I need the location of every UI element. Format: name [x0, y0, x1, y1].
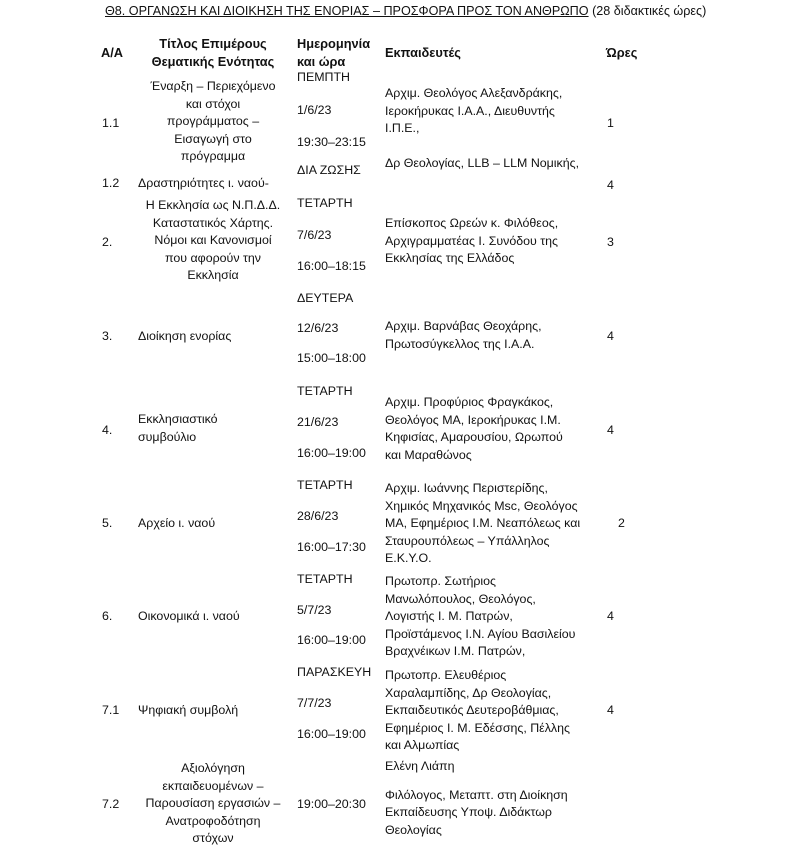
header-unit-line: Θεματικής Ενότητας	[151, 54, 275, 69]
row-trainers	[385, 394, 605, 464]
header-trainers: Εκπαιδευτές	[385, 45, 461, 60]
row-hours: 4	[607, 329, 614, 343]
row-trainer-line: Κηφισίας, Αμαρουσίου, Ωρωπού	[385, 430, 563, 444]
row-aa: 5.	[102, 516, 113, 530]
row-date-date: 12/6/23	[297, 321, 339, 335]
row-hours: 2	[618, 516, 625, 530]
row-trainer-line: ΜΑ, Εφημέριος Ι.Μ. Νεαπόλεως και	[385, 516, 581, 530]
row-unit-line: Αξιολόγηση	[181, 761, 245, 775]
row-trainer-line: Μανωλόπουλος, Θεολόγος,	[385, 591, 536, 606]
row-trainer-line: Αρχιμ. Ιωάννης Περιστερίδης,	[385, 481, 548, 495]
row-trainer-line: Πρωτοπρ. Ελευθέριος	[385, 668, 507, 682]
row-unit	[129, 760, 297, 848]
row-unit: Δραστηριότητες ι. ναού-	[138, 176, 269, 190]
row-aa: 7.2	[102, 797, 120, 811]
row-date-time: 16:00–19:00	[297, 633, 366, 647]
row-date-day: ΠΑΡΑΣΚΕΥΗ	[297, 665, 372, 679]
row-date-time: 19:30–23:15	[297, 135, 366, 149]
row-unit-line: Ανατροφοδότηση	[165, 813, 261, 828]
row-unit	[138, 411, 298, 446]
row-unit: Ψηφιακή συμβολή	[138, 703, 239, 717]
row-unit-line: Η Εκκλησία ως Ν.Π.Δ.Δ.	[145, 198, 281, 212]
row-trainer-line: Θεολόγος ΜΑ, Ιεροκήρυκας Ι.Μ.	[385, 412, 561, 427]
row-hours: 4	[607, 609, 614, 623]
row-trainer-line: Ε.Κ.Υ.Ο.	[385, 551, 432, 565]
row-date-time: 15:00–18:00	[297, 351, 366, 365]
row-trainer-line: Λογιστής Ι. Μ. Πατρών,	[385, 609, 513, 623]
header-date-line: Ημερομηνία	[297, 36, 371, 51]
row-trainer-line: Πρωτοπρ. Σωτήριος	[385, 574, 497, 588]
row-trainers	[385, 215, 605, 268]
row-date-date: 7/6/23	[297, 228, 332, 242]
section-title-hours: (28 διδακτικές ώρες)	[592, 4, 707, 18]
row-date-time: 16:00–19:00	[297, 727, 366, 741]
row-hours: 4	[607, 703, 614, 717]
row-trainer-line: Βραχνέικων Ι.Μ. Πατρών,	[385, 644, 526, 658]
row-aa: 3.	[102, 329, 113, 343]
row-trainer-line: και Μαραθώνος	[385, 447, 472, 462]
row-trainer-line	[385, 776, 613, 787]
row-unit	[129, 78, 297, 166]
row-date-day: ΤΕΤΑΡΤΗ	[297, 196, 353, 210]
row-trainers	[385, 573, 613, 661]
row-unit-line: προγράμματος –	[166, 114, 260, 128]
row-trainer-line	[385, 138, 605, 156]
row-date-time: 19:00–20:30	[297, 797, 366, 811]
row-date-date: 5/7/23	[297, 603, 332, 617]
row-aa: 1.2	[102, 176, 120, 190]
row-trainers	[385, 667, 613, 755]
row-trainer-line: και Αλμωπίας	[385, 738, 460, 752]
row-date-date: 1/6/23	[297, 103, 332, 117]
row-unit-line: Εισαγωγή στο	[174, 131, 252, 146]
row-date-time: 16:00–18:15	[297, 259, 366, 273]
row-trainers	[385, 85, 605, 173]
row-trainers	[385, 480, 613, 568]
row-aa: 1.1	[102, 116, 120, 130]
header-date	[297, 35, 370, 71]
row-trainer-line: Φιλόλογος, Μεταπτ. στη Διοίκηση	[385, 787, 568, 802]
row-date-day: ΤΕΤΑΡΤΗ	[297, 478, 353, 492]
section-title	[105, 4, 795, 18]
row-date-day: ΠΕΜΠΤΗ	[297, 70, 350, 84]
row-unit-line: Έναρξη – Περιεχόμενο	[150, 79, 276, 93]
row-date-date: 21/6/23	[297, 415, 339, 429]
row-trainer-line: Εκκλησίας της Ελλάδος	[385, 251, 515, 265]
row-aa: 2.	[102, 235, 113, 249]
row-unit-line: Νόμοι και Κανονισμοί	[154, 233, 272, 247]
row-trainer-line: Χημικός Μηχανικός Msc, Θεολόγος	[385, 498, 578, 513]
row-date-day: ΤΕΤΑΡΤΗ	[297, 572, 353, 586]
row-trainer-line: Εφημέριος Ι. Μ. Εδέσσης, Πέλλης	[385, 720, 570, 735]
row-aa: 7.1	[102, 703, 120, 717]
row-unit-line: και στόχοι	[185, 96, 241, 111]
row-unit-line: Εκκλησιαστικό	[138, 412, 218, 426]
row-date-day: ΤΕΤΑΡΤΗ	[297, 384, 353, 398]
header-hours: Ώρες	[606, 45, 638, 60]
row-unit-line: Εκκλησία	[187, 268, 239, 282]
row-unit-line: Παρουσίαση εργασιών –	[145, 796, 281, 810]
row-trainer-line: Εκπαιδευτικός Δευτεροβάθμιας,	[385, 703, 559, 717]
row-trainer-line: Θεολογίας	[385, 822, 442, 837]
row-trainer-line: Αρχιμ. Θεολόγος Αλεξανδράκης,	[385, 86, 563, 100]
row-trainer-line: Αρχιμ. Προφύριος Φραγκάκος,	[385, 395, 554, 409]
header-date-line: και ώρα	[297, 54, 346, 69]
row-trainer-line: Πρωτοσύγκελλος της Ι.Α.Α.	[385, 336, 535, 351]
row-unit	[129, 197, 297, 285]
row-trainer-line: Εκπαίδευσης Υποψ. Διδάκτωρ	[385, 805, 552, 819]
header-unit-line: Τίτλος Επιμέρους	[159, 36, 267, 51]
row-unit-line: εκπαιδευομένων –	[162, 778, 264, 793]
row-unit: Διοίκηση ενορίας	[138, 329, 232, 343]
header-unit	[129, 35, 297, 71]
row-trainer-line: Αρχιγραμματέας Ι. Συνόδου της	[385, 233, 559, 248]
row-trainer-line: Σταυρουπόλεως – Υπάλληλος	[385, 533, 550, 548]
row-trainer-line: Ελένη Λιάπη	[385, 759, 455, 773]
row-date-time: 16:00–19:00	[297, 446, 366, 460]
row-date-date: 7/7/23	[297, 696, 332, 710]
row-unit-line: συμβούλιο	[138, 429, 197, 444]
row-trainer-line: Δρ Θεολογίας, LLB – LLM Νομικής,	[385, 156, 580, 170]
row-trainer-line: Αρχιμ. Βαρνάβας Θεοχάρης,	[385, 319, 542, 333]
row-trainers	[385, 758, 613, 839]
row-trainers	[385, 318, 605, 353]
row-hours: 4	[607, 178, 614, 192]
row-unit-line: που αφορούν την	[165, 250, 261, 265]
row-date-day: ΔΕΥΤΕΡΑ	[297, 291, 354, 305]
row-aa: 6.	[102, 609, 113, 623]
row-trainer-line: Προϊστάμενος Ι.Ν. Αγίου Βασιλείου	[385, 626, 576, 641]
row-unit: Οικονομικά ι. ναού	[138, 609, 240, 623]
row-trainer-line: Ι.Π.Ε.,	[385, 121, 420, 135]
section-title-main: Θ8. ΟΡΓΑΝΩΣΗ ΚΑΙ ΔΙΟΙΚΗΣΗ ΤΗΣ ΕΝΟΡΙΑΣ – ΠΡΟΣΦΟΡΑ ΠΡΟΣ ΤΟΝ ΑΝΘΡΩΠΟ	[105, 4, 589, 18]
row-hours: 3	[607, 235, 614, 249]
row-aa: 4.	[102, 423, 113, 437]
row-hours: 1	[607, 116, 614, 130]
header-aa: Α/Α	[101, 45, 124, 60]
row-trainer-line: Ιεροκήρυκας Ι.Α.Α., Διευθυντής	[385, 103, 555, 118]
row-trainer-line: Επίσκοπος Ωρεών κ. Φιλόθεος,	[385, 216, 559, 230]
row-unit-line: στόχων	[192, 831, 234, 845]
row-trainer-line: Χαραλαμπίδης, Δρ Θεολογίας,	[385, 685, 552, 700]
row-date-time: 16:00–17:30	[297, 540, 366, 554]
row-unit: Αρχείο ι. ναού	[138, 516, 216, 530]
row-date-day: ΔΙΑ ΖΩΣΗΣ	[297, 163, 361, 177]
row-unit-line: πρόγραμμα	[180, 149, 246, 163]
row-hours: 4	[607, 423, 614, 437]
row-unit-line: Καταστατικός Χάρτης.	[152, 215, 274, 230]
row-date-date: 28/6/23	[297, 509, 339, 523]
